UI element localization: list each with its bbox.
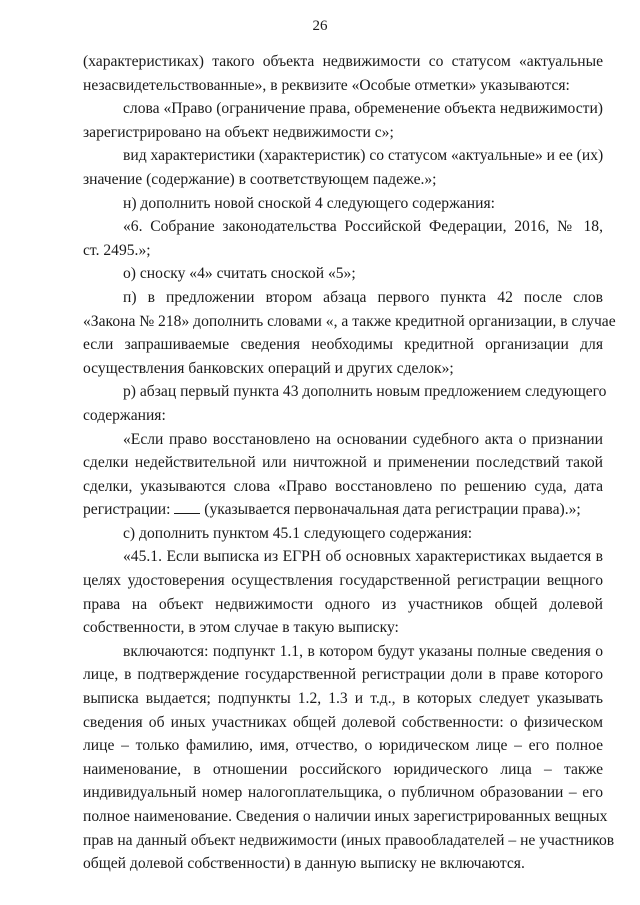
text-line: [83, 50, 603, 74]
text-line: [83, 357, 603, 381]
text-line: [83, 616, 603, 640]
text-line: [83, 215, 603, 239]
text-line: [83, 852, 603, 876]
text-line-content: целях удостоверения осуществления государственной регистрации вещного: [83, 572, 603, 590]
text-line: [83, 97, 603, 121]
text-line: [83, 758, 603, 782]
text-line: [83, 805, 608, 829]
text-line-content: слова «Право (ограничение права, обременение объекта недвижимости): [123, 100, 603, 118]
blank-field: [174, 501, 200, 514]
text-line: [83, 310, 616, 334]
text-line-content: права на объект недвижимости одного из участников общей долевой: [83, 595, 603, 613]
text-line-content: вид характеристики (характеристик) со статусом «актуальные» и ее (их): [123, 147, 604, 165]
text-line: [83, 829, 615, 853]
text-line-content: «Если право восстановлено на основании судебного акта о признании: [123, 430, 603, 448]
text-line: [83, 380, 607, 404]
text-line: [83, 333, 603, 357]
text-line: [83, 286, 603, 310]
text-line: [83, 74, 603, 98]
text-line-content: п) в предложении втором абзаца первого пункта 42 после слов: [123, 288, 603, 306]
page-number: 26: [312, 18, 328, 34]
text-line: [83, 404, 603, 428]
text-line-content: «6. Собрание законодательства Российской Федерации, 2016, № 18,: [123, 218, 603, 236]
text-line-content: н) дополнить новой сноской 4 следующего содержания:: [123, 194, 495, 212]
text-line-content: наименование, в отношении российского юридического лица – также: [83, 760, 603, 778]
text-line-content: содержания:: [83, 406, 166, 424]
text-line: [83, 262, 603, 286]
text-line: [83, 192, 603, 216]
text-line-content: регистрации:: [83, 501, 175, 519]
text-line: [83, 144, 603, 168]
text-line: [83, 640, 603, 664]
text-line-content: собственности, в этом случае в такую выписку:: [83, 619, 399, 637]
text-line: [83, 121, 603, 145]
text-line: [83, 522, 603, 546]
text-line: [83, 498, 603, 522]
text-line-content: ст. 2495.»;: [83, 241, 151, 259]
text-line-tail: (указывается первоначальная дата регистрации права).»;: [200, 501, 581, 519]
text-line: [83, 239, 603, 263]
text-line-content: выписка выдается; подпункты 1.2, 1.3 и т.д., в которых следует указывать: [83, 690, 603, 708]
text-line-content: с) дополнить пунктом 45.1 следующего содержания:: [123, 524, 473, 542]
text-line-content: «45.1. Если выписка из ЕГРН об основных характеристиках выдается в: [123, 548, 603, 566]
text-line: [83, 734, 603, 758]
text-line-content: прав на данный объект недвижимости (иных правообладателей – не участников: [83, 831, 615, 849]
text-line-content: включаются: подпункт 1.1, в котором будут указаны полные сведения о: [123, 642, 603, 660]
text-line-content: лице, в подтверждение государственной регистрации доли в праве которого: [83, 666, 603, 684]
text-line-content: сделки, указываются слова «Право восстановлено по решению суда, дата: [83, 477, 603, 495]
text-line-content: осуществления банковских операций и других сделок»;: [83, 359, 454, 377]
text-line: [83, 569, 603, 593]
text-line: [83, 687, 603, 711]
text-line-content: о) сноску «4» считать сноской «5»;: [123, 265, 356, 283]
text-line-content: сделки недействительной или ничтожной и применении последствий такой: [83, 454, 603, 472]
text-line: [83, 428, 603, 452]
text-line: [83, 711, 603, 735]
text-line-content: зарегистрировано на объект недвижимости с»;: [83, 123, 394, 141]
text-line: [83, 663, 603, 687]
text-line: [83, 593, 603, 617]
text-line-content: полное наименование. Сведения о наличии иных зарегистрированных вещных: [83, 808, 608, 825]
text-line: [83, 451, 603, 475]
text-line-content: р) абзац первый пункта 43 дополнить новым предложением следующего: [123, 383, 607, 401]
text-line-content: сведения об иных участниках общей долевой собственности: о физическом: [83, 713, 603, 731]
text-line: [83, 545, 603, 569]
text-line-content: значение (содержание) в соответствующем падеже.»;: [83, 170, 437, 188]
text-line-content: «Закона № 218» дополнить словами «, а также кредитной организации, в случае: [83, 312, 616, 330]
text-line-content: если запрашиваемые сведения необходимы кредитной организации для: [83, 336, 603, 354]
text-line: [83, 168, 603, 192]
text-line: [83, 781, 603, 805]
text-line-content: лице – только фамилию, имя, отчество, о юридическом лице – его полное: [83, 737, 603, 755]
document-body: [83, 50, 616, 876]
text-line-content: общей долевой собственности) в данную выписку не включаются.: [83, 855, 525, 873]
text-line: [83, 475, 603, 499]
text-line-content: (характеристиках) такого объекта недвижимости со статусом «актуальные: [83, 53, 603, 70]
text-line-content: индивидуальный номер налогоплательщика, о публичном образовании – его: [83, 784, 603, 802]
text-line-content: незасвидетельствованные», в реквизите «Особые отметки» указываются:: [83, 76, 570, 94]
